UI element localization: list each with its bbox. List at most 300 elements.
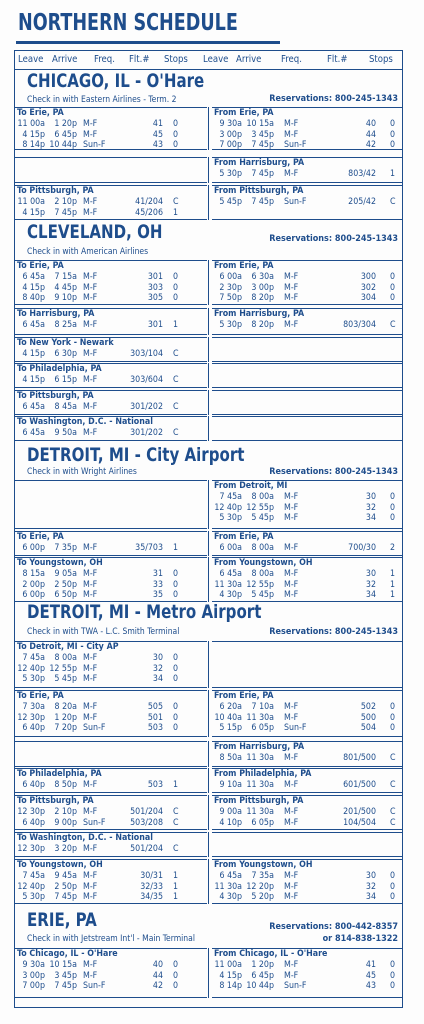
leave-time: 7 45a xyxy=(219,492,242,502)
route-block-right xyxy=(212,157,403,183)
arrive-time: 6 45p xyxy=(54,129,77,140)
arrive-time: 9 05a xyxy=(54,569,77,579)
flight-number: 42 xyxy=(365,140,376,150)
flight-number: 502 xyxy=(360,702,376,712)
flight-number: 32/33 xyxy=(140,881,163,892)
route-block-right xyxy=(212,107,403,150)
leave-time: 11 30a xyxy=(214,881,242,892)
col-flight: Flt.# xyxy=(327,54,348,65)
leave-time: 4 15p xyxy=(22,282,45,293)
flight-number: 303 xyxy=(147,282,163,293)
flight-number: 40 xyxy=(152,960,163,970)
stops: C xyxy=(173,817,179,828)
frequency: M-F xyxy=(83,844,98,854)
frequency: M-F xyxy=(83,543,98,553)
leave-time: 6 00a xyxy=(219,272,242,282)
arrive-time: 3 00p xyxy=(251,282,274,293)
frequency: M-F xyxy=(284,492,299,502)
col-stops: Stops xyxy=(164,54,188,65)
leave-time: 12 30p xyxy=(17,844,45,854)
frequency: M-F xyxy=(83,663,98,674)
leave-time: 6 40p xyxy=(22,723,45,733)
stops: 0 xyxy=(173,129,179,140)
arrive-time: 6 05p xyxy=(251,723,274,733)
arrive-time: 6 15p xyxy=(54,375,77,385)
leave-time: 6 00a xyxy=(219,543,242,553)
route-block-right xyxy=(212,308,403,335)
column-divider xyxy=(208,260,209,305)
col-arrive: Arrive xyxy=(236,54,262,65)
flight-number: 504 xyxy=(360,723,376,733)
stops: C xyxy=(390,197,396,207)
flight-row xyxy=(15,971,207,982)
flight-row xyxy=(15,780,207,791)
arrive-time: 10 44p xyxy=(246,981,274,991)
arrive-time: 8 00a xyxy=(251,569,274,579)
column-divider xyxy=(208,157,209,183)
leave-time: 4 15p xyxy=(22,375,45,385)
flight-number: 32 xyxy=(365,579,376,590)
flight-number: 34/35 xyxy=(140,892,163,902)
column-divider xyxy=(208,948,209,998)
checkin-note: Check in with American Airlines xyxy=(27,247,149,257)
leave-time: 5 30p xyxy=(219,169,242,179)
flight-row xyxy=(212,569,403,580)
leave-time: 5 30p xyxy=(22,674,45,684)
stops: 1 xyxy=(173,320,179,330)
arrive-time: 11 30a xyxy=(246,780,274,790)
route-block-left xyxy=(15,795,207,830)
frequency: M-F xyxy=(284,569,299,579)
leave-time: 8 40p xyxy=(22,293,45,303)
flight-row xyxy=(212,513,403,524)
flight-row xyxy=(15,580,207,591)
leave-time: 11 30a xyxy=(214,579,242,590)
leave-time: 12 40p xyxy=(17,881,45,892)
route-destination: From Chicago, IL - O'Hare xyxy=(214,949,328,959)
route-block-left xyxy=(15,641,207,688)
route-destination: From Pittsburgh, PA xyxy=(214,796,304,806)
leave-time: 6 45a xyxy=(22,402,45,412)
reservations-phone: or 814-838-1322 xyxy=(322,934,398,944)
flight-number: 700/30 xyxy=(348,543,376,553)
route-block-left xyxy=(15,948,207,998)
frequency: M-F xyxy=(284,892,299,902)
frequency: M-F xyxy=(284,960,299,970)
reservations-phone: Reservations: 800-245-1343 xyxy=(269,94,398,104)
flight-row xyxy=(15,664,207,675)
stops: 0 xyxy=(173,282,179,293)
stops: 0 xyxy=(173,981,179,991)
route-block-right xyxy=(212,832,403,857)
route-block-right xyxy=(212,948,403,998)
leave-time: 4 15p xyxy=(22,207,45,218)
col-freq: Freq. xyxy=(94,54,115,65)
leave-time: 11 00a xyxy=(214,960,242,970)
arrive-time: 7 35a xyxy=(251,871,274,881)
stops: 0 xyxy=(390,272,396,282)
stops: 1 xyxy=(390,169,396,179)
route-destination: From Youngstown, OH xyxy=(214,558,313,568)
stops: 0 xyxy=(390,871,396,881)
arrive-time: 8 00a xyxy=(251,543,274,553)
arrive-time: 5 45p xyxy=(251,513,274,523)
stops: 0 xyxy=(173,590,179,600)
frequency: M-F xyxy=(83,293,98,303)
stops: 0 xyxy=(390,119,396,129)
flight-row xyxy=(15,197,207,208)
flight-row xyxy=(15,892,207,903)
route-destination: From Pittsburgh, PA xyxy=(214,186,304,196)
frequency: M-F xyxy=(83,780,98,790)
arrive-time: 6 50p xyxy=(54,590,77,600)
reservations-phone: Reservations: 800-245-1343 xyxy=(269,627,398,637)
flight-row xyxy=(212,882,403,893)
route-block-right xyxy=(212,390,403,415)
flight-row xyxy=(15,293,207,304)
flight-row xyxy=(15,981,207,992)
route-block-left xyxy=(15,690,207,737)
leave-time: 7 50p xyxy=(219,293,242,303)
stops: 0 xyxy=(173,702,179,712)
leave-time: 9 10a xyxy=(219,780,242,790)
route-block-left xyxy=(15,337,207,362)
route-block-right xyxy=(212,260,403,305)
flight-row xyxy=(15,140,207,151)
leave-time: 9 00a xyxy=(219,807,242,817)
arrive-time: 6 30p xyxy=(54,349,77,359)
arrive-time: 2 10p xyxy=(54,807,77,817)
arrive-time: 3 45p xyxy=(251,129,274,140)
column-divider xyxy=(208,690,209,737)
flight-row xyxy=(15,844,207,855)
stops: 0 xyxy=(173,723,179,733)
flight-row xyxy=(212,197,403,208)
route-destination: From Harrisburg, PA xyxy=(214,742,305,752)
column-divider xyxy=(208,741,209,767)
flight-number: 503/208 xyxy=(130,817,163,828)
frequency: M-F xyxy=(284,712,299,723)
flight-row xyxy=(212,283,403,294)
frequency: Sun-F xyxy=(284,140,307,150)
frequency: M-F xyxy=(284,282,299,293)
stops: 0 xyxy=(173,970,179,981)
route-block-right xyxy=(212,531,403,556)
route-destination: To New York - Newark xyxy=(17,338,114,348)
stops: 1 xyxy=(390,569,396,579)
route-block-left xyxy=(15,185,207,220)
column-divider xyxy=(208,557,209,602)
route-block-right xyxy=(212,185,403,220)
frequency: M-F xyxy=(284,871,299,881)
stops: 0 xyxy=(390,892,396,902)
arrive-time: 7 35p xyxy=(54,543,77,553)
stops: C xyxy=(173,349,179,359)
flight-row xyxy=(15,349,207,360)
flight-number: 503 xyxy=(147,723,163,733)
leave-time: 3 00p xyxy=(22,970,45,981)
flight-number: 41 xyxy=(152,119,163,129)
stops: 0 xyxy=(173,119,179,129)
stops: 0 xyxy=(173,272,179,282)
stops: C xyxy=(390,780,396,790)
arrive-time: 12 20p xyxy=(246,881,274,892)
stops: 0 xyxy=(173,674,179,684)
flight-number: 31 xyxy=(152,569,163,579)
stops: 1 xyxy=(390,579,396,590)
col-flight: Flt.# xyxy=(129,54,150,65)
route-destination: To Detroit, MI - City AP xyxy=(17,642,119,652)
flight-number: 45/206 xyxy=(135,207,163,218)
column-divider xyxy=(208,768,209,793)
flight-number: 30 xyxy=(365,569,376,579)
route-destination: To Pittsburgh, PA xyxy=(17,391,94,401)
stops: C xyxy=(390,817,396,828)
flight-row xyxy=(212,580,403,591)
arrive-time: 9 50a xyxy=(54,428,77,438)
col-stops: Stops xyxy=(369,54,393,65)
frequency: M-F xyxy=(284,543,299,553)
flight-row xyxy=(15,960,207,971)
stops: C xyxy=(173,197,179,207)
leave-time: 7 45a xyxy=(22,871,45,881)
frequency: M-F xyxy=(284,817,299,828)
flight-row xyxy=(212,892,403,903)
arrive-time: 12 55p xyxy=(246,502,274,513)
arrive-time: 5 20p xyxy=(251,892,274,902)
column-divider xyxy=(208,308,209,335)
flight-row xyxy=(212,702,403,713)
route-destination: From Harrisburg, PA xyxy=(214,309,305,319)
flight-number: 500 xyxy=(360,712,376,723)
arrive-time: 3 45p xyxy=(54,970,77,981)
frequency: M-F xyxy=(284,881,299,892)
flight-row xyxy=(212,713,403,724)
flight-row xyxy=(15,713,207,724)
flight-number: 301/202 xyxy=(130,402,163,412)
flight-number: 30 xyxy=(365,492,376,502)
arrive-time: 9 10p xyxy=(54,293,77,303)
frequency: M-F xyxy=(83,197,98,207)
arrive-time: 5 45p xyxy=(54,674,77,684)
flight-row xyxy=(212,140,403,151)
leave-time: 4 15p xyxy=(22,129,45,140)
flight-number: 300 xyxy=(360,272,376,282)
flight-row xyxy=(15,428,207,439)
route-destination: To Chicago, IL - O'Hare xyxy=(17,949,118,959)
stops: 0 xyxy=(390,981,396,991)
flight-row xyxy=(15,283,207,294)
flight-number: 501 xyxy=(147,712,163,723)
route-destination: From Erie, PA xyxy=(214,261,274,271)
stops: 0 xyxy=(390,960,396,970)
frequency: M-F xyxy=(284,502,299,513)
flight-number: 44 xyxy=(365,129,376,140)
leave-time: 7 00p xyxy=(219,140,242,150)
city-heading: CLEVELAND, OH xyxy=(27,221,163,243)
frequency: M-F xyxy=(83,892,98,902)
route-destination: To Erie, PA xyxy=(17,691,64,701)
arrive-time: 8 00a xyxy=(251,492,274,502)
flight-row xyxy=(15,723,207,734)
frequency: M-F xyxy=(83,207,98,218)
flight-number: 503 xyxy=(147,780,163,790)
arrive-time: 8 45a xyxy=(54,402,77,412)
route-block-right xyxy=(212,768,403,793)
stops: 1 xyxy=(173,780,179,790)
flight-number: 30/31 xyxy=(140,871,163,881)
leave-time: 6 40p xyxy=(22,817,45,828)
leave-time: 10 40a xyxy=(214,712,242,723)
flight-row xyxy=(15,320,207,331)
arrive-time: 1 20p xyxy=(54,712,77,723)
leave-time: 7 30a xyxy=(22,702,45,712)
stops: 1 xyxy=(173,543,179,553)
frequency: M-F xyxy=(284,780,299,790)
leave-time: 9 30a xyxy=(219,119,242,129)
flight-number: 34 xyxy=(365,513,376,523)
arrive-time: 2 10p xyxy=(54,197,77,207)
column-divider xyxy=(208,641,209,688)
route-block-left xyxy=(15,390,207,415)
leave-time: 8 14p xyxy=(219,981,242,991)
route-destination: From Philadelphia, PA xyxy=(214,769,312,779)
route-destination: From Erie, PA xyxy=(214,532,274,542)
flight-number: 803/42 xyxy=(348,169,376,179)
route-block-left xyxy=(15,768,207,793)
flight-number: 43 xyxy=(152,140,163,150)
arrive-time: 6 05p xyxy=(251,817,274,828)
column-divider xyxy=(208,390,209,415)
frequency: M-F xyxy=(83,272,98,282)
flight-number: 32 xyxy=(152,663,163,674)
col-arrive: Arrive xyxy=(52,54,78,65)
frequency: M-F xyxy=(83,871,98,881)
stops: 0 xyxy=(173,140,179,150)
flight-row xyxy=(15,208,207,219)
flight-row xyxy=(212,320,403,331)
flight-number: 601/500 xyxy=(343,780,376,790)
arrive-time: 7 20p xyxy=(54,723,77,733)
arrive-time: 8 00a xyxy=(54,653,77,663)
stops: 1 xyxy=(173,881,179,892)
stops: 0 xyxy=(390,140,396,150)
route-destination: To Youngstown, OH xyxy=(17,860,103,870)
frequency: M-F xyxy=(83,653,98,663)
arrive-time: 8 20p xyxy=(251,320,274,330)
stops: 0 xyxy=(390,881,396,892)
flight-row xyxy=(15,702,207,713)
arrive-time: 6 45p xyxy=(251,970,274,981)
page-title: NORTHERN SCHEDULE xyxy=(18,10,238,36)
flight-row xyxy=(15,818,207,829)
flight-row xyxy=(212,971,403,982)
route-block-left xyxy=(15,157,207,183)
route-destination: To Pittsburgh, PA xyxy=(17,796,94,806)
frequency: M-F xyxy=(83,349,98,359)
arrive-time: 10 44p xyxy=(49,140,77,150)
city-heading: ERIE, PA xyxy=(27,909,97,931)
stops: 0 xyxy=(390,282,396,293)
flight-row xyxy=(212,981,403,992)
arrive-time: 11 30a xyxy=(246,753,274,763)
route-destination: From Youngstown, OH xyxy=(214,860,313,870)
flight-number: 501/204 xyxy=(130,844,163,854)
route-block-left xyxy=(15,363,207,388)
frequency: M-F xyxy=(83,282,98,293)
stops: C xyxy=(173,428,179,438)
frequency: M-F xyxy=(284,590,299,600)
stops: 0 xyxy=(173,579,179,590)
flight-row xyxy=(15,807,207,818)
flight-row xyxy=(212,780,403,791)
frequency: Sun-F xyxy=(83,817,106,828)
flight-number: 35 xyxy=(152,590,163,600)
flight-row xyxy=(15,130,207,141)
leave-time: 4 15p xyxy=(22,349,45,359)
frequency: M-F xyxy=(284,702,299,712)
route-destination: From Erie, PA xyxy=(214,108,274,118)
route-destination: To Washington, D.C. - National xyxy=(17,417,153,427)
arrive-time: 2 50p xyxy=(54,881,77,892)
flight-row xyxy=(212,293,403,304)
flight-row xyxy=(212,130,403,141)
leave-time: 4 30p xyxy=(219,892,242,902)
frequency: M-F xyxy=(83,674,98,684)
frequency: M-F xyxy=(83,960,98,970)
flight-row xyxy=(15,543,207,554)
arrive-time: 7 45p xyxy=(54,207,77,218)
leave-time: 2 30p xyxy=(219,282,242,293)
reservations-phone: Reservations: 800-442-8357 xyxy=(269,922,398,932)
arrive-time: 1 20p xyxy=(251,960,274,970)
leave-time: 7 00p xyxy=(22,981,45,991)
frequency: M-F xyxy=(83,428,98,438)
flight-number: 801/500 xyxy=(343,753,376,763)
route-block-left xyxy=(15,832,207,857)
stops: C xyxy=(173,807,179,817)
flight-number: 30 xyxy=(365,871,376,881)
flight-number: 44 xyxy=(152,970,163,981)
route-block-left xyxy=(15,741,207,767)
arrive-time: 11 30a xyxy=(246,807,274,817)
flight-number: 41/204 xyxy=(135,197,163,207)
stops: 0 xyxy=(173,960,179,970)
stops: 0 xyxy=(173,293,179,303)
column-divider xyxy=(208,859,209,904)
leave-time: 5 30p xyxy=(219,513,242,523)
stops: 0 xyxy=(390,723,396,733)
leave-time: 4 10p xyxy=(219,817,242,828)
route-block-left xyxy=(15,260,207,305)
stops: C xyxy=(390,807,396,817)
frequency: M-F xyxy=(284,513,299,523)
frequency: M-F xyxy=(83,702,98,712)
leave-time: 8 50a xyxy=(219,753,242,763)
checkin-note: Check in with Eastern Airlines - Term. 2 xyxy=(27,95,177,105)
arrive-time: 12 55p xyxy=(246,579,274,590)
frequency: M-F xyxy=(83,402,98,412)
flight-row xyxy=(15,569,207,580)
arrive-time: 10 15a xyxy=(246,119,274,129)
flight-number: 42 xyxy=(152,981,163,991)
flight-row xyxy=(15,590,207,601)
flight-number: 41 xyxy=(365,960,376,970)
frequency: Sun-F xyxy=(83,140,106,150)
flight-row xyxy=(212,492,403,503)
frequency: M-F xyxy=(284,753,299,763)
flight-row xyxy=(212,723,403,734)
